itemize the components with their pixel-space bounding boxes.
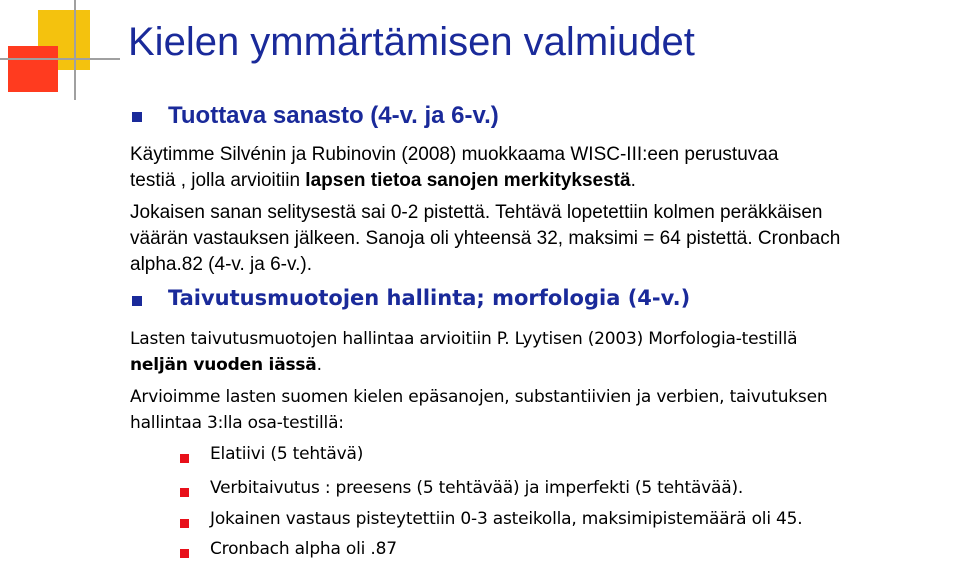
paragraph-line: Lasten taivutusmuotojen hallintaa arvioitiin P. Lyytisen (2003) Morfologia-testillä — [130, 329, 798, 349]
paragraph-line: väärän vastauksen jälkeen. Sanoja oli yhteensä 32, maksimi = 64 pistettä. Cronbach — [130, 228, 841, 249]
square-bullet-icon — [180, 488, 189, 497]
paragraph-line: neljän vuoden iässä. — [130, 355, 322, 375]
paragraph-line: hallintaa 3:lla osa-testillä: — [130, 413, 344, 433]
slide-title: Kielen ymmärtämisen valmiudet — [128, 20, 695, 64]
list-item: Elatiivi (5 tehtävä) — [210, 444, 364, 464]
paragraph-line: Käytimme Silvénin ja Rubinovin (2008) muokkaama WISC-III:een perustuvaa — [130, 144, 779, 165]
paragraph-line: alpha.82 (4-v. ja 6-v.). — [130, 254, 312, 275]
section-heading-vocabulary: Tuottava sanasto (4-v. ja 6-v.) — [168, 102, 499, 129]
paragraph-line: Arvioimme lasten suomen kielen epäsanojen, substantiivien ja verbien, taivutuksen — [130, 387, 828, 407]
decor-vertical-line — [74, 0, 76, 100]
square-bullet-icon — [180, 519, 189, 528]
decor-red-square — [8, 46, 58, 92]
square-bullet-icon — [132, 112, 142, 122]
emphasis-text: neljän vuoden iässä — [130, 355, 317, 375]
square-bullet-icon — [180, 454, 189, 463]
list-item: Jokainen vastaus pisteytettiin 0-3 asteikolla, maksimipistemäärä oli 45. — [210, 509, 803, 529]
paragraph-line: Jokaisen sanan selitysestä sai 0-2 pistettä. Tehtävä lopetettiin kolmen peräkkäisen — [130, 202, 823, 223]
list-item: Cronbach alpha oli .87 — [210, 539, 397, 559]
paragraph-line: testiä , jolla arvioitiin lapsen tietoa sanojen merkityksestä. — [130, 170, 636, 191]
square-bullet-icon — [132, 296, 142, 306]
list-item: Verbitaivutus : preesens (5 tehtävää) ja imperfekti (5 tehtävää). — [210, 478, 744, 498]
emphasis-text: lapsen tietoa sanojen merkityksestä — [305, 170, 631, 191]
section-heading-morphology: Taivutusmuotojen hallinta; morfologia (4-v.) — [168, 286, 691, 310]
square-bullet-icon — [180, 549, 189, 558]
decor-horizontal-line — [0, 58, 120, 60]
